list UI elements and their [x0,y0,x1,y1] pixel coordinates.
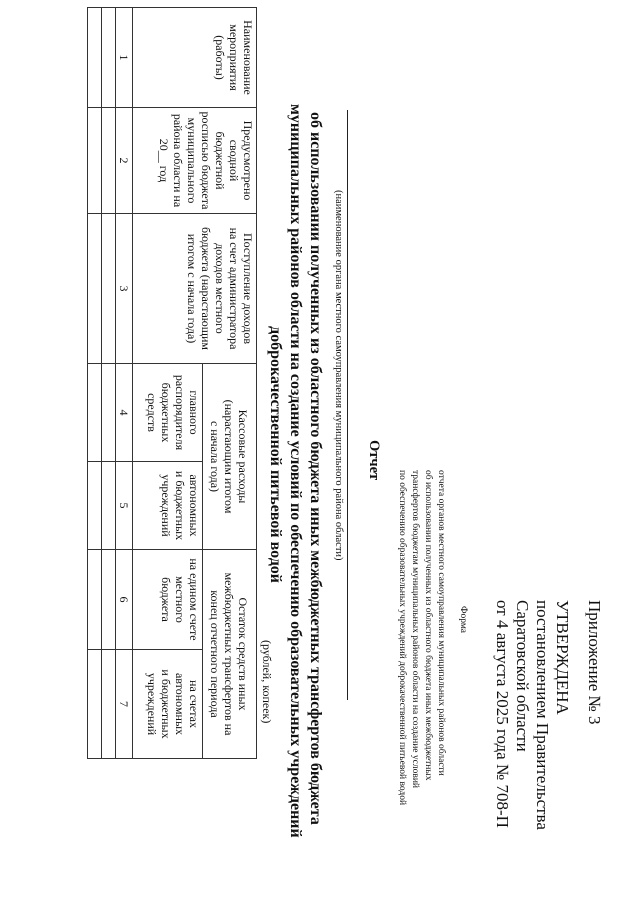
table-cell [88,550,102,650]
table-cell [88,8,102,108]
column-number: 6 [116,550,133,650]
table-number-row [116,8,133,759]
table-cell [88,462,102,550]
header-cash-expenses: Кассовые расходы (нарастающим итогом с начала года) [203,364,257,550]
table-cell [88,364,102,462]
approval-line-1: постановлением Правительства [533,600,552,830]
header-event-name: Наименование мероприятия (работы) [133,8,257,108]
report-title-line-1: об использовании полученных из областного бюджета иных межбюджетных трансфертов бюджета [307,112,324,825]
header-main-manager: главного распорядителя бюджетных средств [133,364,203,462]
form-note-line: об использовании полученных из областного бюджета иных межбюджетных [423,470,433,781]
column-number: 3 [116,214,133,364]
table-cell [102,550,116,650]
table-cell [88,650,102,759]
header-balance: Остаток средств иных межбюджетных трансфертов на конец отчетного периода [203,550,257,759]
report-title-line-3: доброкачественной питьевой водой [267,326,284,583]
report-title-line-2: муниципальных районов области на создание условий по обеспечению образовательных учреждений [287,104,304,838]
report-table [87,7,257,759]
column-number: 2 [116,108,133,214]
form-note-line: трансфертов бюджетам муниципальных районов области на создание условий [410,470,420,789]
column-number: 1 [116,8,133,108]
table-cell [102,364,116,462]
table-cell [102,8,116,108]
table-header-row [203,8,257,759]
table-cell [88,214,102,364]
approved-label: УТВЕРЖДЕНА [553,600,572,715]
appendix-label: Приложение № 3 [585,600,604,725]
header-institution-accounts: на счетах автономных и бюджетных учреждений [133,650,203,759]
table-cell [88,108,102,214]
form-note-line: отчета органов местного самоуправления муниципальных районов области [436,470,446,776]
header-planned: Предусмотрено сводной бюджетной росписью бюджета муниципального района области на 20__ год [133,108,257,214]
column-number: 7 [116,650,133,759]
table-row [102,8,116,759]
form-note-title: Форма [458,606,468,634]
approval-line-3: от 4 августа 2025 года № 708-П [493,600,512,828]
header-autonomous: автономных и бюджетных учреждений [133,462,203,550]
column-number: 4 [116,364,133,462]
table-cell [102,650,116,759]
table-cell [102,108,116,214]
units-label: (рублей, копеек) [260,640,274,724]
approval-line-2: Саратовской области [513,600,532,752]
table-cell [102,214,116,364]
column-number: 5 [116,462,133,550]
form-note-line: по обеспечению образовательных учреждений доброкачественной питьевой водой [397,470,407,806]
organ-name-caption: (наименование органа местного самоуправления муниципального района области) [333,190,344,561]
table-cell [102,462,116,550]
table-row [88,8,102,759]
header-single-account: на едином счете местного бюджета [133,550,203,650]
report-heading: Отчет [366,440,382,481]
header-income: Поступление доходов на счет администратора доходов местного бюджета (нарастающим итогом с начала года) [133,214,257,364]
organ-name-line [347,110,348,700]
